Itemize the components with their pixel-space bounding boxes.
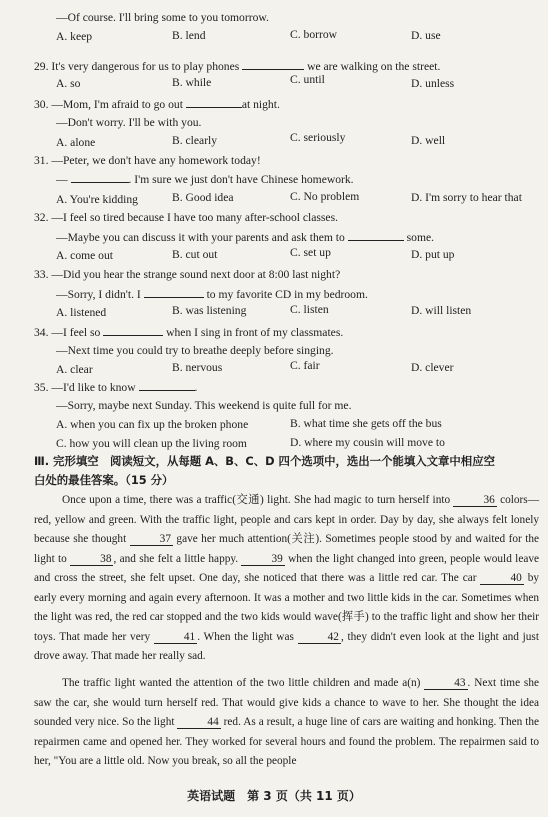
- passage-text: when the light changed into green, people would leave and cross the street, she felt upset. One day, she noticed that there was a little red car. The car: [34, 552, 540, 584]
- q29-option-c: C. until: [290, 73, 325, 86]
- section-heading-line1: Ⅲ. 完形填空 阅读短文，从每题 A、B、C、D 四个选项中，选出一个能填入文章中相应空: [34, 454, 495, 468]
- q33-reply: —Sorry, I didn't. I to my favorite CD in my bedroom.: [56, 288, 368, 301]
- q35-option-b: B. what time she gets off the bus: [290, 417, 442, 430]
- cloze-blank-44: 44: [177, 716, 220, 729]
- q33-option-a: A. listened: [56, 306, 107, 319]
- q30-stem: 30. —Mom, I'm afraid to go out at night.: [34, 98, 280, 111]
- q28-option-d: D. use: [411, 29, 441, 42]
- passage-paragraph-2: [34, 674, 539, 772]
- q30-option-a: A. alone: [56, 136, 96, 149]
- cloze-blank-36: 36: [453, 494, 496, 507]
- q32-question: 32. —I feel so tired because I have too many after-school classes.: [34, 211, 338, 224]
- q28-option-c: C. borrow: [290, 28, 338, 41]
- passage-text: , and she felt a little happy.: [113, 552, 242, 565]
- passage-text: gave her much attention(关注). Sometimes people stood by and waited for the light to: [34, 533, 539, 565]
- q29-option-a: A. so: [56, 77, 81, 90]
- q35-reply: —Sorry, maybe next Sunday. This weekend is quite full for me.: [56, 399, 352, 412]
- q32-option-b: B. cut out: [172, 248, 218, 261]
- passage-text: . When the light was: [197, 630, 298, 643]
- q34-option-d: D. clever: [411, 361, 454, 374]
- q30-option-c: C. seriously: [290, 131, 346, 144]
- q34-reply: —Next time you could try to breathe deeply before singing.: [56, 344, 334, 357]
- q32-reply: —Maybe you can discuss it with your parents and ask them to some.: [56, 231, 435, 244]
- passage-text: colors—red, yellow and green. With the traffic light, people and cars kept in order. Day by day, she always felt lonely because she thought: [34, 494, 539, 545]
- q35-option-c: C. how you will clean up the living room: [56, 437, 247, 450]
- passage-text: , they didn't even look at the light and just drove away. That made her really sad.: [34, 630, 539, 662]
- cloze-blank-41: 41: [154, 631, 197, 644]
- q32-option-c: C. set up: [290, 246, 331, 259]
- passage-paragraph-1: [34, 491, 539, 667]
- cloze-blank-39: 39: [241, 553, 284, 566]
- q35-stem: 35. —I'd like to know .: [34, 381, 198, 394]
- q32-option-a: A. come out: [56, 249, 113, 262]
- q31-blank: [71, 171, 129, 183]
- q31-option-b: B. Good idea: [172, 191, 234, 204]
- cloze-blank-38: 38: [70, 553, 113, 566]
- q28-option-b: B. lend: [172, 29, 206, 42]
- q29-option-d: D. unless: [411, 77, 455, 90]
- section-heading-line2: 白处的最佳答案。（15 分）: [34, 473, 174, 487]
- q33-question: 33. —Did you hear the strange sound next door at 8:00 last night?: [34, 268, 341, 281]
- q33-option-c: C. listen: [290, 303, 329, 316]
- q33-blank: [144, 286, 204, 298]
- passage-text: . Next time she saw the car, she would turn herself red. That would give kids a chance to wave to her. She thought the idea sounded very nice. So the light: [34, 677, 539, 728]
- q30-option-b: B. clearly: [172, 134, 218, 147]
- cloze-blank-42: 42: [298, 631, 341, 644]
- passage-text: red. As a result, a huge line of cars are waiting and honking. Then the repairmen came and opened her. They worked for several hours and found the problem. The repairmen said to her, "You are a little old. Now you break, so all the people: [34, 716, 539, 767]
- passage-text: Once upon a time, there was a traffic(交通) light. She had magic to turn herself into: [62, 494, 454, 506]
- q34-stem: 34. —I feel so when I sing in front of my classmates.: [34, 326, 344, 339]
- q31-question: 31. —Peter, we don't have any homework today!: [34, 154, 261, 167]
- cloze-blank-40: 40: [480, 572, 523, 585]
- page-footer: 英语试题 第 3 页（共 11 页）: [187, 789, 361, 803]
- q34-option-c: C. fair: [290, 359, 320, 372]
- q35-option-a: A. when you can fix up the broken phone: [56, 418, 249, 431]
- q28-option-a: A. keep: [56, 30, 93, 43]
- section-heading: [34, 452, 539, 490]
- q35-option-d: D. where my cousin will move to: [290, 436, 445, 449]
- q29-option-b: B. while: [172, 76, 212, 89]
- q28-reply: —Of course. I'll bring some to you tomorrow.: [56, 11, 269, 24]
- q31-option-c: C. No problem: [290, 190, 360, 203]
- q31-option-a: A. You're kidding: [56, 193, 138, 206]
- cloze-blank-43: 43: [424, 677, 467, 690]
- q34-option-b: B. nervous: [172, 361, 223, 374]
- q30-blank: [186, 96, 242, 108]
- q35-blank: [139, 379, 195, 391]
- q34-blank: [103, 324, 163, 336]
- q31-option-d: D. I'm sorry to hear that: [411, 191, 522, 204]
- q29-blank: [242, 58, 304, 70]
- q32-option-d: D. put up: [411, 248, 455, 261]
- cloze-blank-37: 37: [130, 533, 173, 546]
- passage-text: The traffic light wanted the attention of the two little children and made a(n): [62, 677, 425, 689]
- q30-option-d: D. well: [411, 134, 446, 147]
- q33-option-b: B. was listening: [172, 304, 247, 317]
- q34-option-a: A. clear: [56, 363, 93, 376]
- q30-reply: —Don't worry. I'll be with you.: [56, 116, 202, 129]
- q29-stem: 29. It's very dangerous for us to play phones we are walking on the street.: [34, 60, 441, 73]
- passage-text: by early every morning and again every afternoon. It was a mother and two little kids in the car. Sometimes when the light was red, the red car stopped and the two kids would wave(挥手) to the traffic light and show her their toys. That made her very: [34, 572, 539, 643]
- q31-reply: — . I'm sure we just don't have Chinese homework.: [56, 173, 354, 186]
- q33-option-d: D. will listen: [411, 304, 472, 317]
- q32-blank: [348, 229, 404, 241]
